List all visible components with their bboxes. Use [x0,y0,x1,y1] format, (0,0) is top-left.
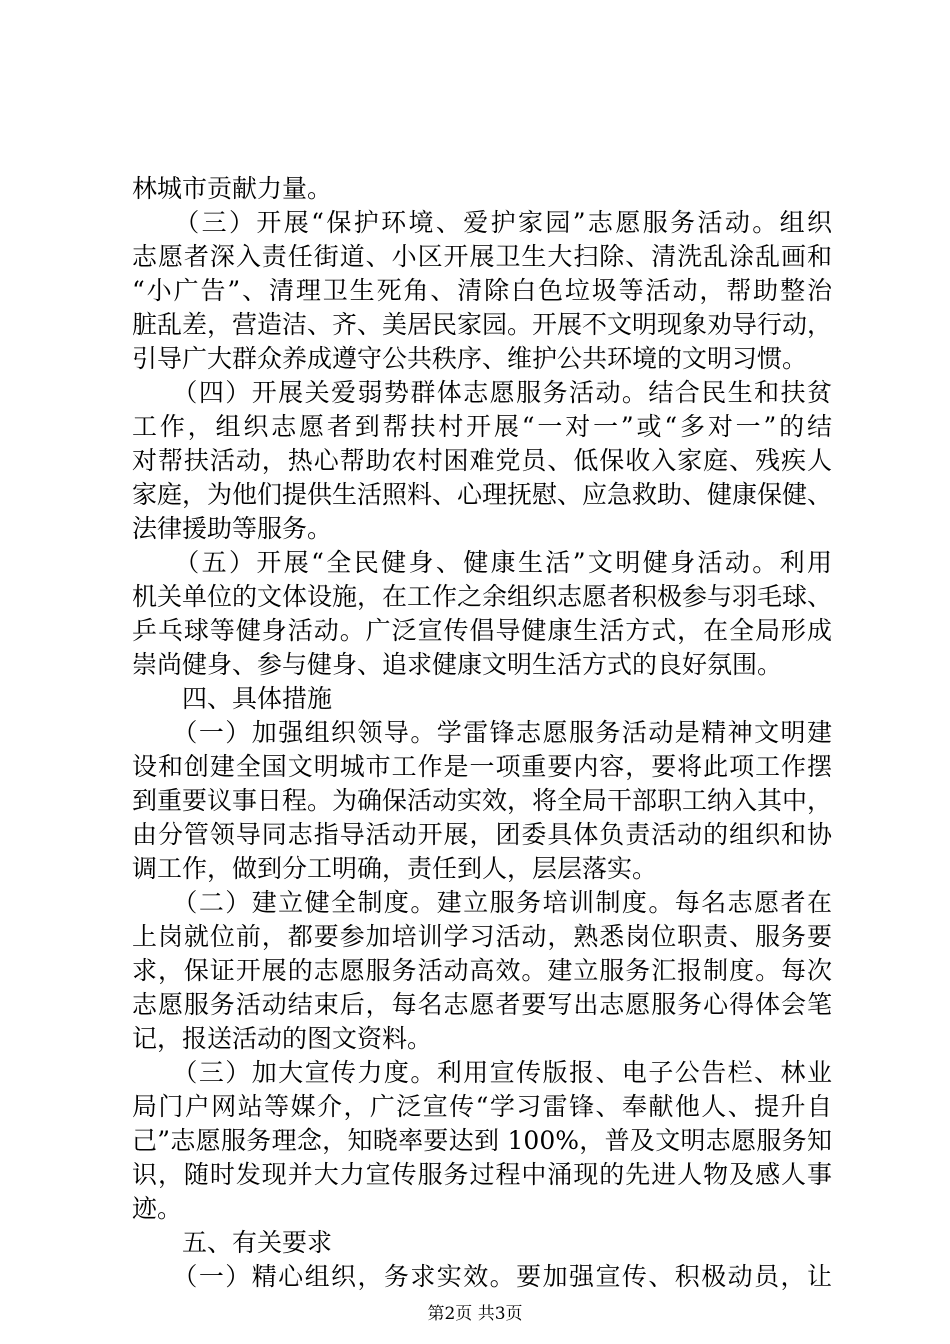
section-heading: 四、具体措施 [132,684,333,713]
text-line: 求，保证开展的志愿服务活动高效。建立服务汇报制度。每次 [132,956,832,985]
text-line: 脏乱差，营造洁、齐、美居民家园。开展不文明现象劝导行动， [132,310,833,339]
text-line: 到重要议事日程。为确保活动实效，将全局干部职工纳入其中， [132,786,833,815]
text-line: 由分管领导同志指导活动开展，团委具体负责活动的组织和协 [132,820,832,849]
text-line: 林城市贡献力量。 [132,174,333,203]
text-line: 记，报送活动的图文资料。 [132,1024,433,1053]
text-line: 乒乓球等健身活动。广泛宣传倡导健康生活方式，在全局形成 [132,616,832,645]
text-line: （四）开展关爱弱势群体志愿服务活动。结合民生和扶贫 [132,378,832,407]
text-line: “小广告”、清理卫生死角、清除白色垃圾等活动，帮助整治 [132,276,832,305]
text-line: 工作，组织志愿者到帮扶村开展“一对一”或“多对一”的结 [132,412,832,441]
text-line: 志愿者深入责任街道、小区开展卫生大扫除、清洗乱涂乱画和 [132,242,832,271]
text-line: 迹。 [132,1194,183,1223]
text-line: 调工作，做到分工明确，责任到人，层层落实。 [132,854,658,883]
text-line: 设和创建全国文明城市工作是一项重要内容，要将此项工作摆 [132,752,832,781]
text-line: （一）精心组织，务求实效。要加强宣传、积极动员，让 [132,1262,832,1291]
text-line: 崇尚健身、参与健身、追求健康文明生活方式的良好氛围。 [132,650,783,679]
text-line: （五）开展“全民健身、健康生活”文明健身活动。利用 [132,548,832,577]
text-line: 法律援助等服务。 [132,514,333,543]
text-line: （二）建立健全制度。建立服务培训制度。每名志愿者在 [132,888,832,917]
text-line: （三）开展“保护环境、爱护家园”志愿服务活动。组织 [132,208,832,237]
text-line: 机关单位的文体设施，在工作之余组织志愿者积极参与羽毛球、 [132,582,833,611]
text-line: 己”志愿服务理念，知晓率要达到 100%，普及文明志愿服务知 [132,1126,832,1155]
text-line: 志愿服务活动结束后，每名志愿者要写出志愿服务心得体会笔 [132,990,832,1019]
text-line: （一）加强组织领导。学雷锋志愿服务活动是精神文明建 [132,718,832,747]
text-line: 对帮扶活动，热心帮助农村困难党员、低保收入家庭、残疾人 [132,446,832,475]
text-line: 识，随时发现并大力宣传服务过程中涌现的先进人物及感人事 [132,1160,832,1189]
text-line: 局门户网站等媒介，广泛宣传“学习雷锋、奉献他人、提升自 [132,1092,832,1121]
page-footer: 第2页 共3页 [427,1304,523,1324]
text-line: 家庭，为他们提供生活照料、心理抚慰、应急救助、健康保健、 [132,480,833,509]
text-line: 上岗就位前，都要参加培训学习活动，熟悉岗位职责、服务要 [132,922,832,951]
text-line: 引导广大群众养成遵守公共秩序、维护公共环境的文明习惯。 [132,344,808,373]
text-line: （三）加大宣传力度。利用宣传版报、电子公告栏、林业 [132,1058,832,1087]
section-heading: 五、有关要求 [132,1228,333,1257]
